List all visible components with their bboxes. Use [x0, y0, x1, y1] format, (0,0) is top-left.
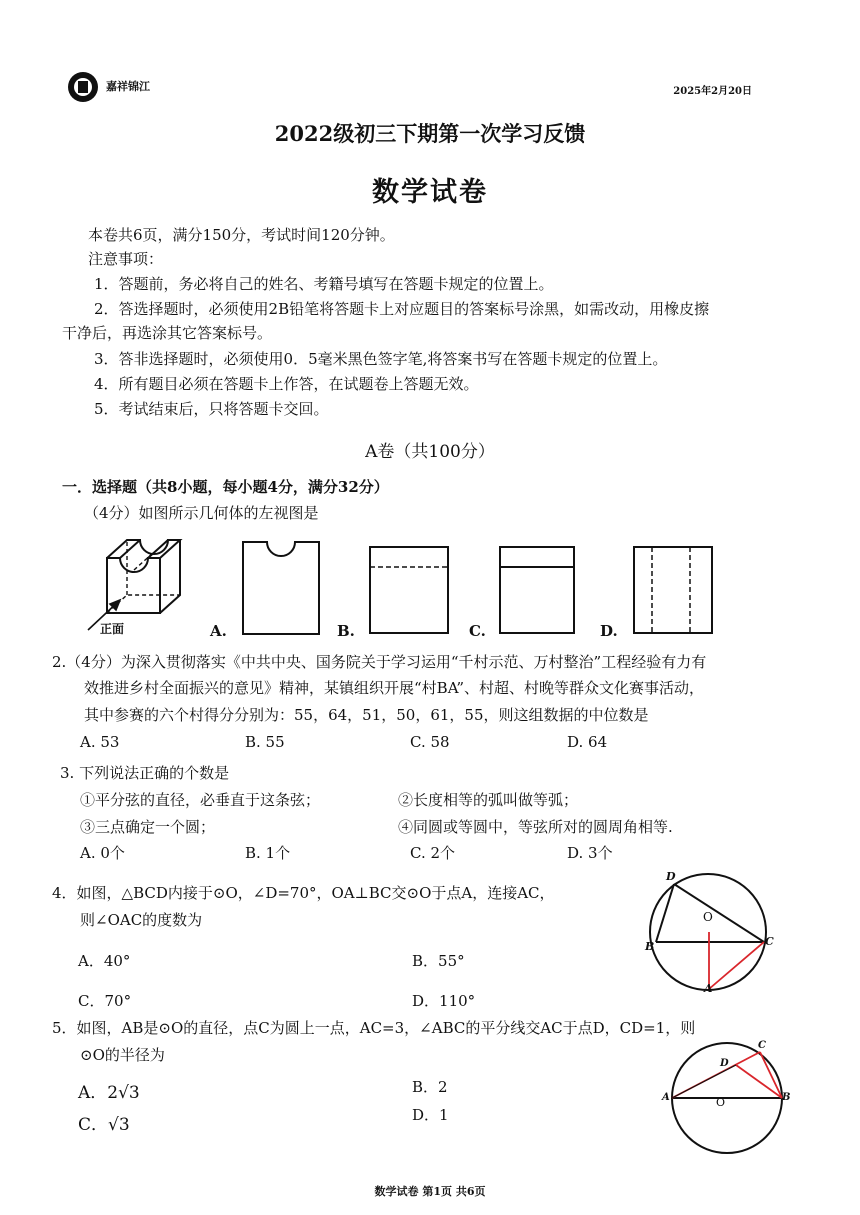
exam-subject: 数学试卷 [372, 177, 488, 208]
q4-option-d[interactable]: D．110° [412, 992, 476, 1010]
q1-option-d-figure [632, 545, 714, 635]
q2-line-2: 效推进乡村全面振兴的意见》精神，某镇组织开展“村BA”、村超、村晚等群众文化赛事活动， [84, 679, 704, 697]
q5-line-1: 5．如图，AB是⊙O的直径，点C为圆上一点，AC=3，∠ABC的平分线交AC于点D，CD=1，则 [52, 1019, 696, 1037]
q1-stem: （4分）如图所示几何体的左视图是 [84, 504, 319, 522]
part1-heading: 一．选择题（共8小题，每小题4分，满分32分） [62, 478, 389, 496]
q2-option-a[interactable]: A. 53 [80, 733, 120, 751]
q2-option-d[interactable]: D. 64 [567, 733, 608, 751]
q5-label-a: A [662, 1092, 670, 1103]
q3-stem: 3. 下列说法正确的个数是 [60, 764, 230, 782]
intro-text: 本卷共6页，满分150分，考试时间120分钟。 [88, 226, 395, 244]
q3-statement-1: ①平分弦的直径，必垂直于这条弦； [80, 791, 321, 809]
q4-option-a[interactable]: A．40° [78, 952, 131, 970]
q5-line-2: ⊙O的半径为 [80, 1046, 165, 1064]
q1-option-a-figure [241, 540, 321, 636]
q3-option-d[interactable]: D. 3个 [567, 844, 613, 862]
school-name: 嘉祥锦江 [106, 80, 150, 93]
q4-label-b: B [645, 940, 655, 953]
note-2-cont: 干净后，再选涂其它答案标号。 [62, 324, 273, 342]
q1-option-c-figure [498, 545, 576, 635]
q5-label-c: C [758, 1040, 766, 1051]
q1-option-b-figure [368, 545, 450, 635]
q3-statement-4: ④同圆或等圆中，等弦所对的圆周角相等. [398, 818, 673, 836]
note-2: 2．答选择题时，必须使用2B铅笔将答题卡上对应题目的答案标号涂黑，如需改动，用橡皮擦 [94, 300, 710, 318]
note-5: 5．考试结束后，只将答题卡交回。 [94, 400, 329, 418]
q5-label-o: O [716, 1096, 726, 1109]
q4-label-o: O [703, 910, 713, 924]
q1-option-a-label[interactable]: A. [210, 622, 227, 640]
q4-label-a: A [704, 982, 713, 995]
section-a-heading: A卷（共100分） [365, 442, 495, 462]
q5-option-d[interactable]: D．1 [412, 1106, 449, 1124]
q5-circle-figure [664, 1040, 794, 1158]
q3-option-c[interactable]: C. 2个 [410, 844, 456, 862]
q1-front-label: 正面 [100, 622, 125, 636]
q2-line-1: 2.（4分）为深入贯彻落实《中共中央、国务院关于学习运用“千村示范、万村整治”工程经验有力有 [52, 653, 707, 671]
q5-option-b[interactable]: B．2 [412, 1078, 448, 1096]
q3-option-a[interactable]: A. 0个 [80, 844, 125, 862]
exam-date: 2025年2月20日 [673, 86, 752, 97]
q4-circle-figure [636, 864, 786, 996]
q1-option-b-label[interactable]: B. [337, 622, 355, 640]
q1-option-d-label[interactable]: D. [600, 622, 618, 640]
notes-title: 注意事项： [88, 250, 164, 268]
note-3: 3．答非选择题时，必须使用0．5毫米黑色签字笔,将答案书写在答题卡规定的位置上。 [94, 350, 668, 368]
q3-statement-2: ②长度相等的弧叫做等弧； [398, 791, 579, 809]
q3-statement-3: ③三点确定一个圆； [80, 818, 216, 836]
q4-label-c: C [765, 935, 774, 948]
note-1: 1．答题前，务必将自己的姓名、考籍号填写在答题卡规定的位置上。 [94, 275, 554, 293]
q4-option-c[interactable]: C．70° [78, 992, 132, 1010]
q4-line-2: 则∠OAC的度数为 [80, 911, 203, 929]
q1-option-c-label[interactable]: C. [469, 622, 486, 640]
q5-label-d: D [720, 1058, 729, 1069]
page-footer: 数学试卷 第1页 共6页 [374, 1185, 486, 1198]
q5-label-b: B [782, 1092, 791, 1103]
exam-title: 2022级初三下期第一次学习反馈 [274, 121, 586, 146]
q5-option-c[interactable]: C．√3 [78, 1115, 130, 1135]
q3-option-b[interactable]: B. 1个 [245, 844, 291, 862]
note-4: 4．所有题目必须在答题卡上作答，在试题卷上答题无效。 [94, 375, 479, 393]
q2-option-b[interactable]: B. 55 [245, 733, 285, 751]
q2-line-3: 其中参赛的六个村得分分别为：55，64，51，50，61，55，则这组数据的中位数是 [84, 706, 649, 724]
q4-label-d: D [666, 870, 676, 883]
q4-option-b[interactable]: B．55° [412, 952, 465, 970]
q2-option-c[interactable]: C. 58 [410, 733, 450, 751]
q4-line-1: 4．如图，△BCD内接于⊙O，∠D=70°，OA⊥BC交⊙O于点A，连接AC， [52, 884, 555, 902]
q5-option-a[interactable]: A．2√3 [78, 1083, 140, 1103]
school-logo [66, 70, 100, 104]
